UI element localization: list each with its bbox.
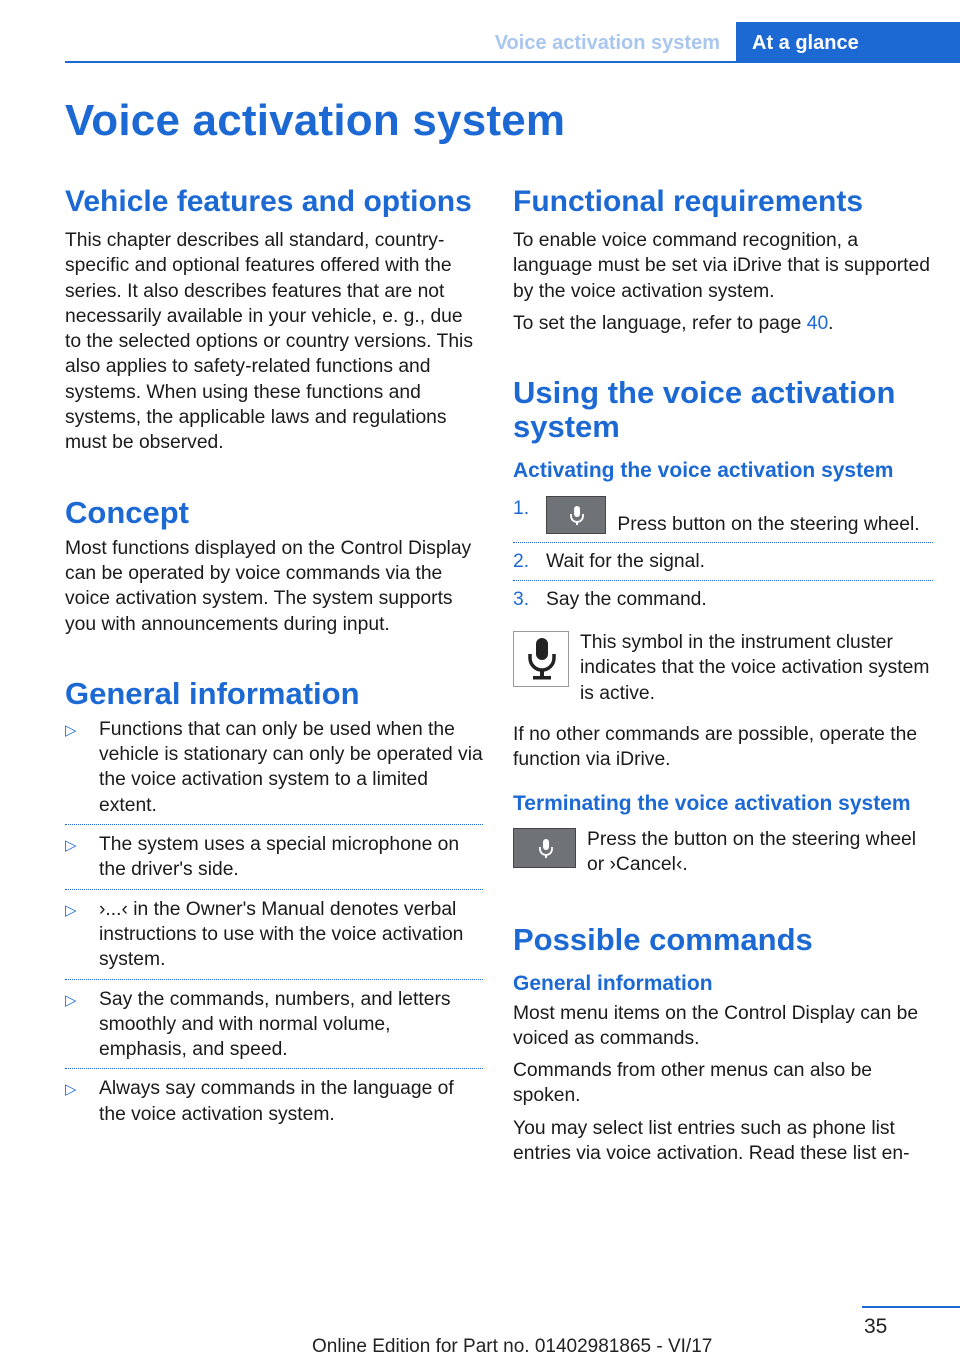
- step-text: Say the command.: [546, 588, 707, 610]
- header-rule: [65, 61, 960, 63]
- page-number: 35: [864, 1315, 888, 1338]
- triangle-right-icon: ▷: [65, 991, 77, 1009]
- step-item: [513, 496, 933, 543]
- left-column: [65, 182, 483, 1141]
- general-info-heading: General information: [65, 675, 360, 711]
- activation-steps: [513, 496, 933, 618]
- step-number: 1.: [513, 498, 530, 520]
- general-info-list: [65, 717, 483, 1134]
- footer-rule: [862, 1306, 960, 1308]
- functional-req-heading: Functional requirements: [513, 185, 864, 218]
- microphone-icon: [538, 839, 554, 859]
- steering-wheel-voice-button: [546, 496, 606, 534]
- possible-para-2: Commands from other menus can also be spoken.: [513, 1060, 873, 1107]
- triangle-right-icon: ▷: [65, 837, 77, 855]
- language-ref-suffix: .: [828, 312, 834, 334]
- cluster-voice-symbol: [513, 631, 569, 687]
- list-item-text: Always say commands in the language of the voice activation system.: [99, 1078, 454, 1125]
- features-body: This chapter describes all standard, country-specific and optional features offered with the series. It also describes features that are not necessarily available in your vehicle, e. g., due to the selected options or country versions. This also applies to safety-related functions and systems. When using these functions and systems, the applicable laws and regulations must be observed.: [65, 230, 473, 454]
- language-ref-text: To set the language, refer to page: [513, 312, 802, 334]
- triangle-right-icon: ▷: [65, 1081, 77, 1099]
- possible-para-3: You may select list entries such as phone list entries via voice activation. Read these list en-: [513, 1117, 910, 1165]
- triangle-right-icon: ▷: [65, 721, 77, 739]
- page-title: Voice activation system: [65, 96, 566, 145]
- cluster-symbol-text: This symbol in the instrument cluster indicates that the voice activation system is active.: [580, 632, 930, 704]
- concept-body: Most functions displayed on the Control Display can be operated by voice commands via the voice activation system. The system supports you with announcements during input.: [65, 537, 472, 635]
- steering-wheel-voice-button: [513, 828, 576, 868]
- step-number: 3.: [513, 588, 530, 610]
- list-item-text: ›...‹ in the Owner's Manual denotes verbal instructions to use with the voice activation system.: [99, 898, 464, 971]
- page-header: [65, 22, 960, 62]
- activating-heading: Activating the voice activation system: [513, 459, 894, 483]
- list-item: [65, 1076, 483, 1134]
- possible-para-1: Most menu items on the Control Display can be voiced as commands.: [513, 1002, 919, 1049]
- using-heading: Using the voice activation system: [513, 375, 896, 445]
- possible-general-heading: General information: [513, 971, 713, 995]
- language-ref-para: [513, 311, 933, 336]
- possible-commands-heading: Possible commands: [513, 921, 813, 957]
- features-heading: Vehicle features and options: [65, 185, 472, 218]
- concept-heading: Concept: [65, 494, 189, 530]
- microphone-icon: [528, 638, 556, 680]
- list-item-text: Functions that can only be used when the vehicle is stationary can only be operated via the voice activation system to a limited extent.: [99, 718, 483, 816]
- triangle-right-icon: ▷: [65, 901, 77, 919]
- terminate-text: Press the button on the steering wheel or ›Cancel‹.: [587, 828, 917, 875]
- step-text: Press button on the steering wheel.: [617, 514, 920, 536]
- microphone-icon: [569, 506, 585, 526]
- step-number: 2.: [513, 551, 530, 573]
- step-item: [513, 549, 933, 580]
- terminate-note: [513, 827, 933, 887]
- functional-req-body: To enable voice command recognition, a language must be set via iDrive that is supported by the voice activation system.: [513, 230, 930, 302]
- cluster-symbol-note: [513, 630, 933, 706]
- page-40-link[interactable]: 40: [806, 312, 829, 334]
- list-item: [65, 717, 483, 825]
- step-item: [513, 587, 933, 618]
- header-chapter-tab[interactable]: At a glance: [736, 22, 960, 62]
- list-item: [65, 897, 483, 980]
- idrive-fallback-text: If no other commands are possible, operate the function via iDrive.: [513, 723, 918, 771]
- list-item-text: Say the commands, numbers, and letters smoothly and with normal volume, emphasis, and speed.: [99, 988, 451, 1061]
- list-item-text: The system uses a special microphone on the driver's side.: [99, 834, 460, 881]
- terminating-heading: Terminating the voice activation system: [513, 791, 911, 815]
- step-text: Wait for the signal.: [546, 551, 705, 573]
- right-column: [513, 182, 933, 1173]
- header-section-title: Voice activation system: [494, 32, 720, 54]
- list-item: [65, 832, 483, 890]
- footer-edition: Online Edition for Part no. 01402981865 - VI/17: [312, 1336, 713, 1357]
- list-item: [65, 987, 483, 1070]
